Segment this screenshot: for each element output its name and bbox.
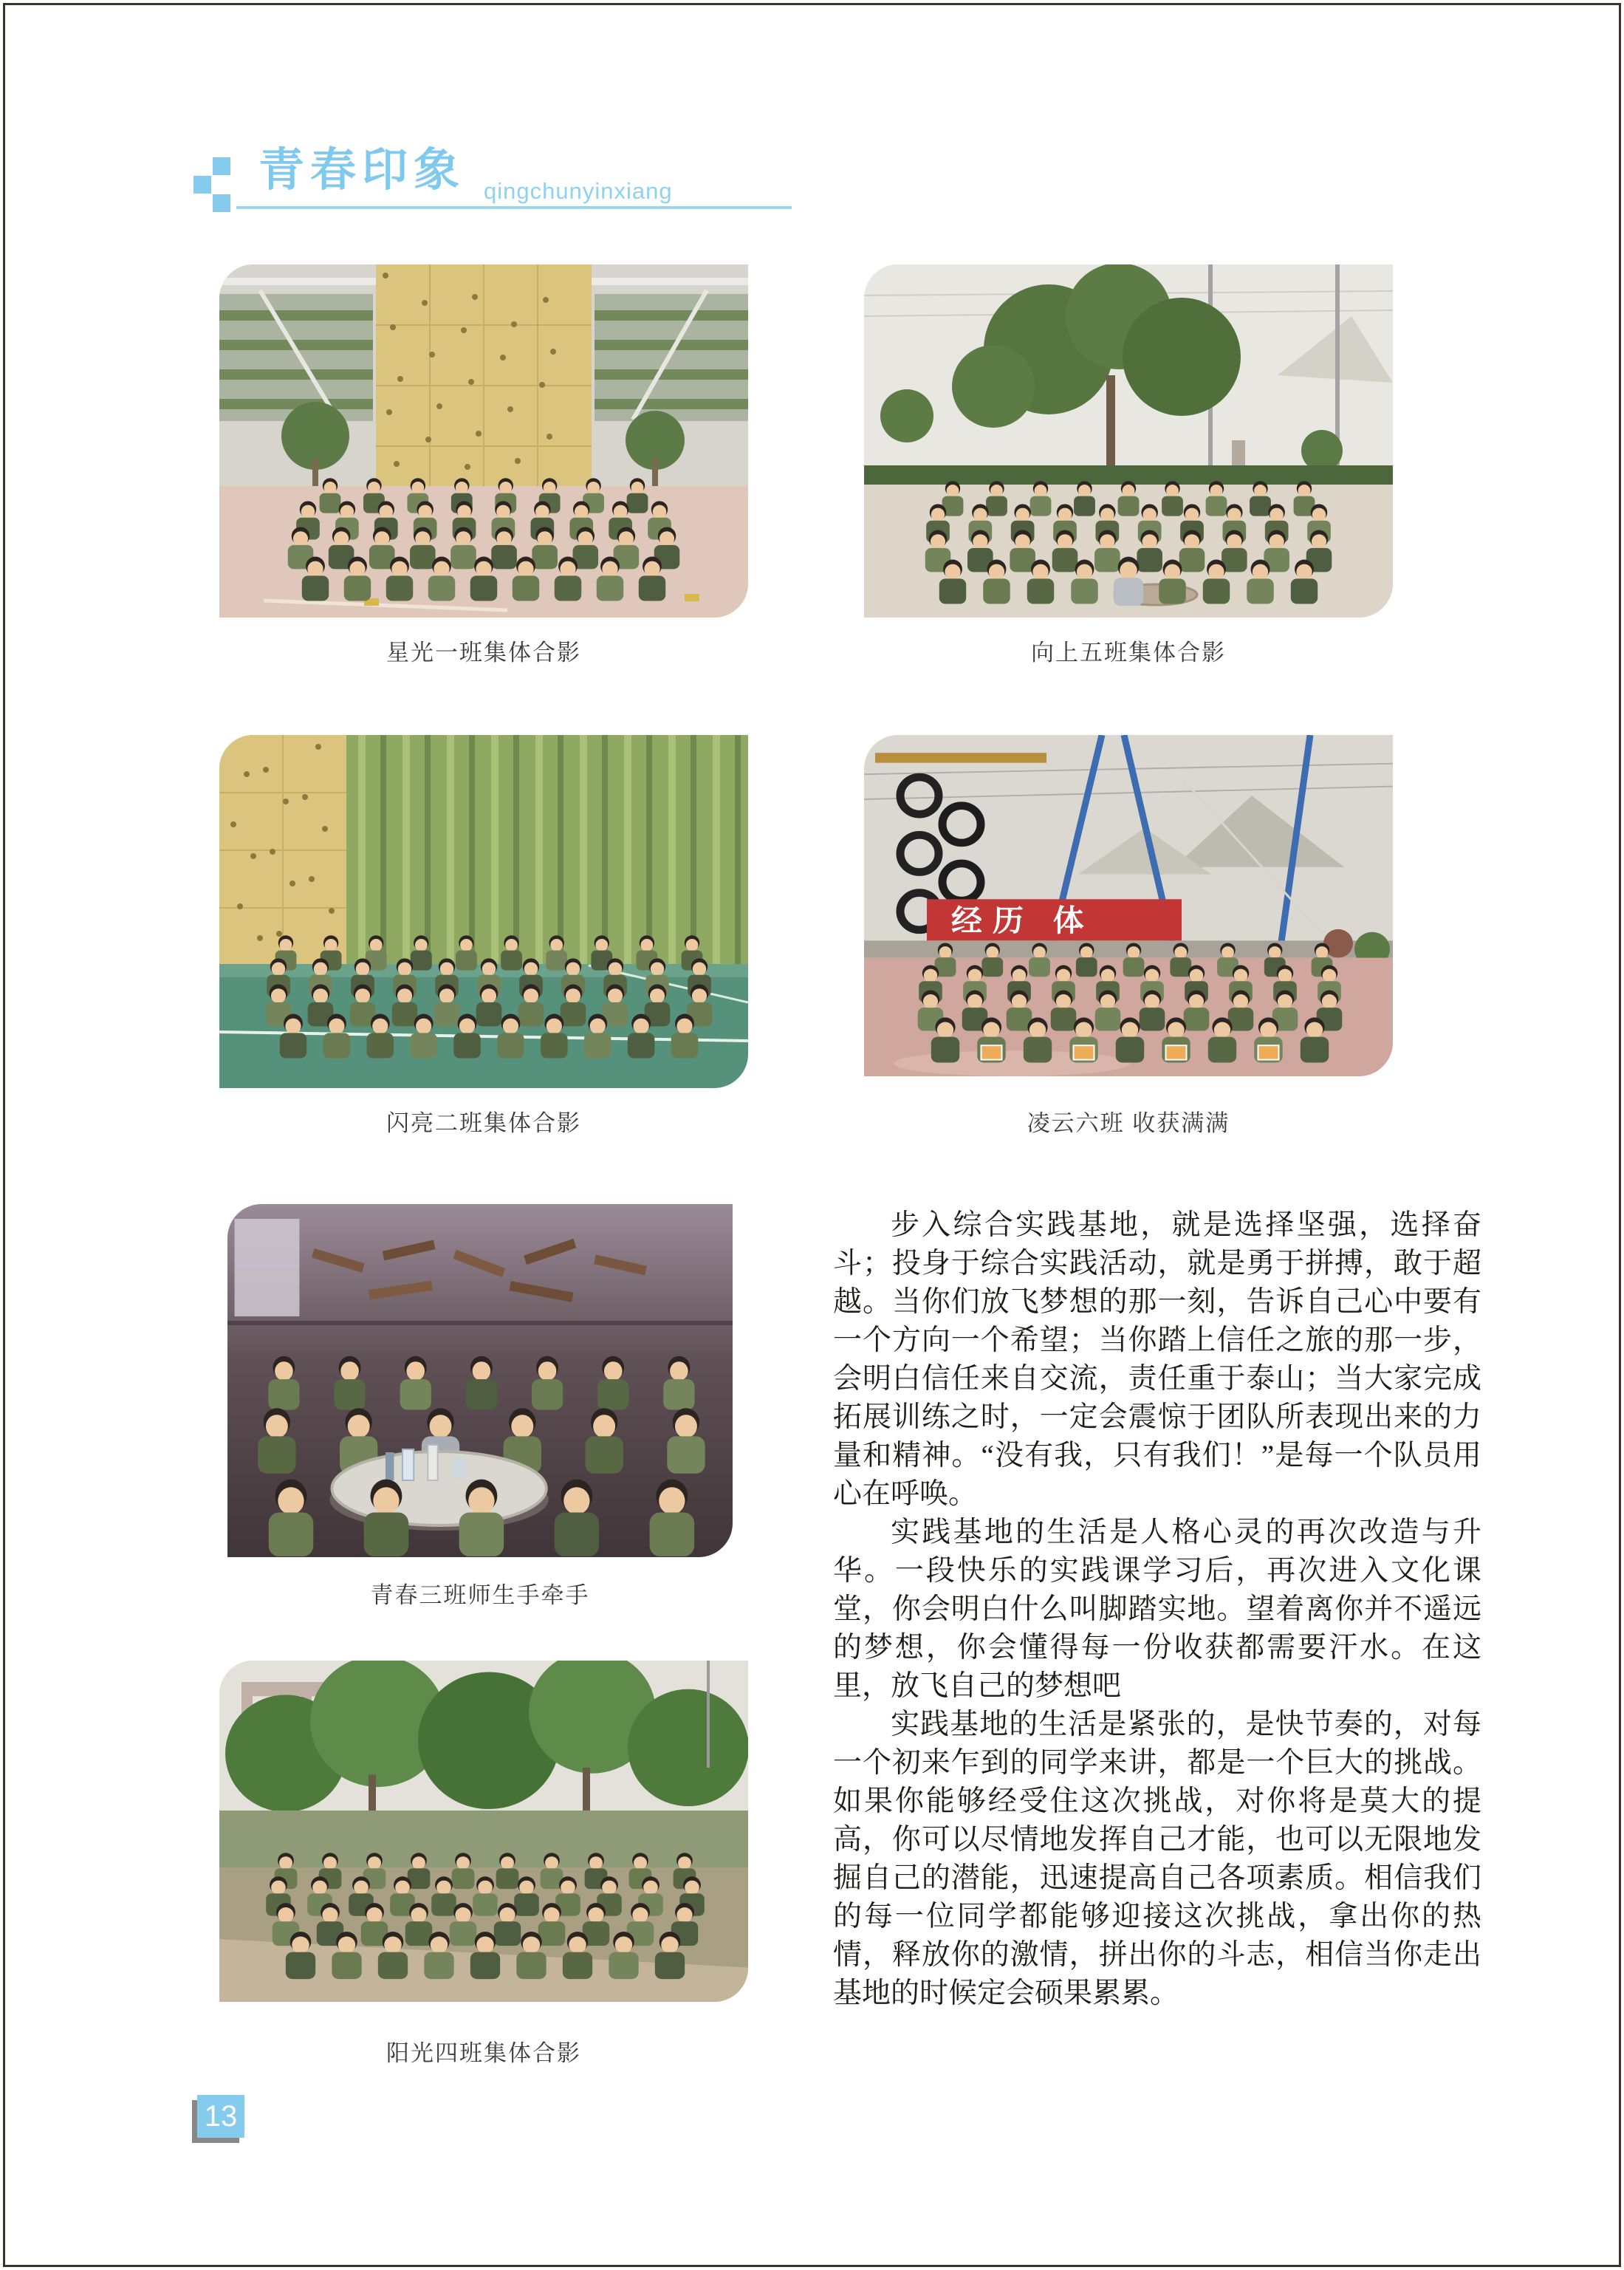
banner-text: 经历 体 <box>951 903 1094 937</box>
photo-caption: 向上五班集体合影 <box>1031 640 1226 666</box>
photo-upward-class5 <box>864 264 1393 618</box>
photo-caption: 青春三班师生手牵手 <box>370 1582 590 1608</box>
photo-shining-class2 <box>219 735 748 1088</box>
header-underline <box>236 206 792 209</box>
page-title: 青春印象 <box>258 145 466 196</box>
header-deco-square <box>213 157 230 175</box>
photo-5-image <box>227 1204 733 1557</box>
article-paragraph: 步入综合实践基地，就是选择坚强，选择奋斗；投身于综合实践活动，就是勇于拼搏，敢于超越。当你们放飞梦想的那一刻，告诉自己心中要有一个方向一个希望；当你踏上信任之旅的那一步，会明白信任来自交流，责任重于泰山；当大家完成拓展训练之时，一定会震惊于团队所表现出来的力量和精神。“没有我，只有我们！”是每一个队员用心在呼唤。 <box>833 1209 1481 1510</box>
article-paragraph: 实践基地的生活是紧张的，是快节奏的，对每一个初来乍到的同学来讲，都是一个巨大的挑战。如果你能够经受住这次挑战，对你将是莫大的提高，你可以尽情地发挥自己才能，也可以无限地发掘自己的潜能，迅速提高自己各项素质。相信我们的每一位同学都能够迎接这次挑战，拿出你的热情，释放你的激情，拼出你的斗志，相信当你走出基地的时候定会硕果累累。 <box>833 1709 1481 2009</box>
photo-caption: 凌云六班 收获满满 <box>1027 1110 1230 1136</box>
photo-starlight-class1 <box>219 264 748 618</box>
article-text <box>833 1206 1481 2013</box>
photo-caption: 星光一班集体合影 <box>386 640 581 666</box>
page-number: 13 <box>197 2095 244 2138</box>
photo-3-image <box>219 735 748 1088</box>
header-deco-square <box>193 176 211 194</box>
photo-sunshine-class4 <box>219 1661 748 2002</box>
article-paragraph: 实践基地的生活是人格心灵的再次改造与升华。一段快乐的实践课学习后，再次进入文化课堂，你会明白什么叫脚踏实地。望着离你并不遥远的梦想，你会懂得每一份收获都需要汗水。在这里，放飞自己的梦想吧 <box>833 1517 1481 1702</box>
photo-caption: 闪亮二班集体合影 <box>386 1110 581 1136</box>
photo-4-image <box>864 735 1393 1076</box>
photo-2-image <box>864 264 1393 618</box>
header-deco-square <box>213 194 230 212</box>
page-subtitle: qingchunyinxiang <box>484 178 673 204</box>
photo-6-image <box>219 1661 748 2002</box>
photo-1-image <box>219 264 748 618</box>
photo-lingyun-class6 <box>864 735 1393 1076</box>
photo-youth-class3 <box>227 1204 733 1557</box>
photo-caption: 阳光四班集体合影 <box>386 2040 581 2066</box>
